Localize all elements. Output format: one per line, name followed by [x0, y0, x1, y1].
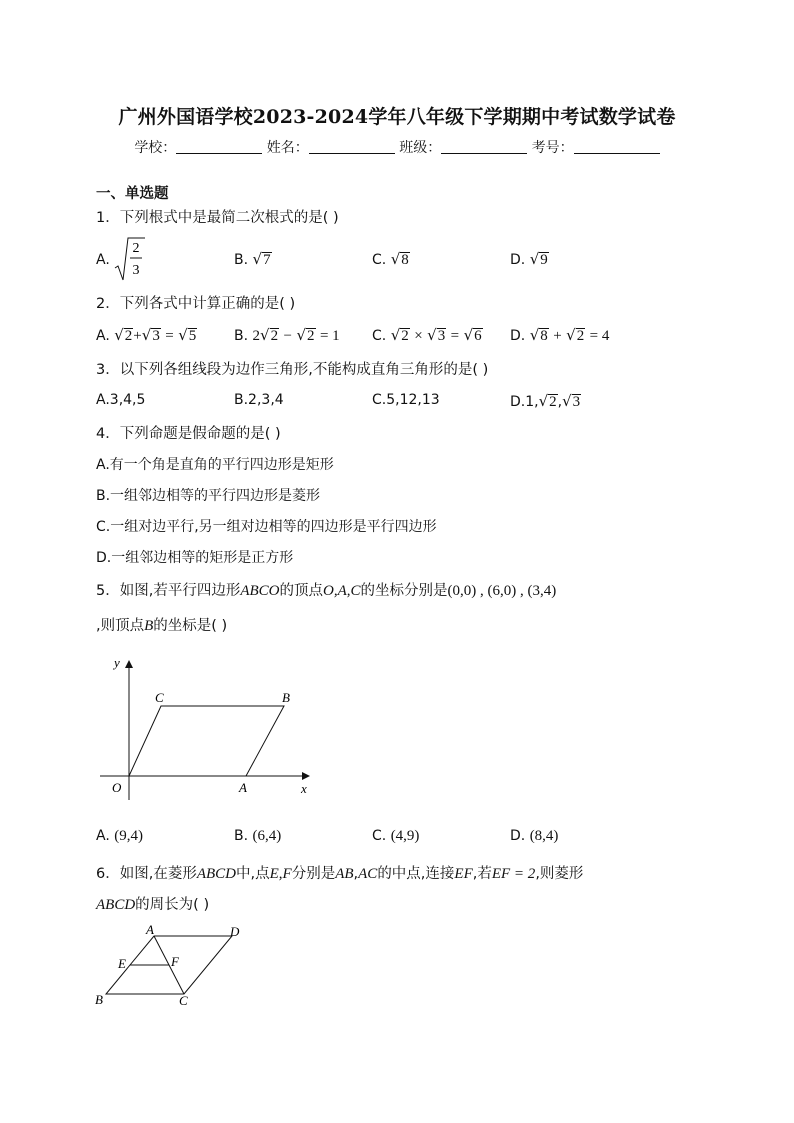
q6-ef-equation: EF = 2 [491, 866, 536, 882]
label-d: D [230, 924, 240, 939]
q2-option-d: D. √8 + √2 = 4 [510, 326, 610, 344]
q1-a-denominator: 3 [132, 263, 140, 278]
q6-stem-part2: 中,点 [236, 866, 270, 882]
q5-option-b [234, 828, 281, 845]
q1-option-d: D. √9 [510, 250, 548, 268]
q3-stem: 3．以下列各组线段为边作三角形,不能构成直角三角形的是( ) [96, 362, 489, 378]
q2-b-result: = 1 [319, 328, 340, 344]
q2-d-result: = 4 [589, 328, 610, 344]
point-a-label: A [239, 780, 247, 795]
y-axis-label: y [114, 655, 120, 670]
q2-b-r1: 2 [270, 328, 279, 344]
school-label: 学校： [134, 140, 177, 156]
q6-ef-points: E,F [269, 866, 292, 882]
q1-b-prefix: B. [234, 252, 249, 268]
q6-ac: AC [358, 866, 378, 882]
q6-stem-part3: 分别是 [291, 866, 336, 882]
point-b-label: B [282, 690, 290, 705]
q6-abcd-2: ABCD [96, 897, 136, 913]
q2-a-prefix: A. [96, 328, 110, 344]
q6-stem-part4: 的中点,连接 [377, 866, 455, 882]
q1-c-radicand: 8 [401, 252, 409, 268]
q6-ef-segment: EF [454, 866, 473, 882]
q6-abcd: ABCD [196, 866, 237, 882]
q5-stem-line1 [96, 579, 556, 600]
q2-stem: 2．下列各式中计算正确的是( ) [96, 296, 296, 312]
q6-stem-part6: ,则菱形 [535, 866, 584, 882]
q2-a-r3: 5 [188, 328, 197, 344]
q2-b-r2: 2 [307, 328, 315, 344]
q3-option-a: A.3,4,5 [96, 392, 146, 408]
q2-option-a: A. √2+√3 = √5 [96, 326, 197, 344]
q4-option-b: B.一组邻边相等的平行四边形是菱形 [96, 488, 321, 504]
q5-d-value: (8,4) [529, 828, 559, 844]
q2-d-r2: 2 [576, 328, 585, 344]
q5-b-point: B [144, 618, 154, 634]
q2-b-op: − [283, 328, 292, 344]
q2-c-r3: 6 [474, 328, 482, 344]
q2-c-r2: 3 [437, 328, 446, 344]
label-a: A [146, 922, 154, 937]
q5-stem-line2 [96, 614, 227, 635]
class-blank[interactable] [441, 139, 527, 154]
q3-d-r1: 2 [549, 394, 557, 410]
label-c: C [179, 993, 188, 1008]
q1-a-radical [114, 236, 146, 282]
q3-d-r2: 3 [572, 394, 581, 410]
q5-c-prefix: C. [372, 828, 387, 844]
q1-d-radicand: 9 [540, 252, 548, 268]
q5-a-prefix: A. [96, 828, 110, 844]
q2-option-c: C. √2 × √3 = √6 [372, 326, 482, 344]
q5-coords: (0,0) , (6,0) , (3,4) [447, 583, 557, 599]
parallelogram-abco [129, 706, 284, 776]
point-o-label: O [112, 780, 122, 795]
q6-sep: , [353, 866, 359, 882]
q5-stem-part4: ,则顶点 [96, 618, 145, 634]
q1-d-prefix: D. [510, 252, 526, 268]
q5-option-a [96, 828, 143, 845]
q2-c-op: × [414, 328, 423, 344]
q5-c-value: (4,9) [390, 828, 420, 844]
q2-b-coef: 2 [252, 328, 261, 344]
q1-option-a [96, 236, 140, 278]
q3-option-b: B.2,3,4 [234, 392, 284, 408]
q6-stem-part5: ,若 [472, 866, 492, 882]
q5-option-d [510, 828, 558, 845]
q1-a-numerator: 2 [132, 241, 140, 256]
q5-d-prefix: D. [510, 828, 526, 844]
q2-a-r2: 3 [152, 328, 160, 344]
q5-parallelogram-figure [96, 650, 326, 800]
q6-stem-part1: 6．如图,在菱形 [96, 866, 197, 882]
label-e: E [118, 956, 126, 971]
q3-d-prefix: D.1, [510, 394, 539, 410]
q2-b-prefix: B. [234, 328, 249, 344]
student-info-line [0, 137, 794, 157]
q3-option-d: D.1,√2,√3 [510, 392, 581, 410]
page-title: 广州外国语学校2023-2024学年八年级下学期期中考试数学试卷 [118, 106, 676, 128]
q2-a-r1: 2 [124, 328, 133, 344]
q1-option-b: B. √7 [234, 250, 271, 268]
point-c-label: C [155, 690, 164, 705]
q2-c-eq: = [450, 328, 460, 344]
q5-abco: ABCO [240, 583, 280, 599]
label-b: B [95, 992, 103, 1007]
q4-option-d: D.一组邻边相等的矩形是正方形 [96, 550, 294, 566]
q5-oac: O,A,C [323, 583, 361, 599]
q2-a-eq: = [165, 328, 174, 344]
q2-d-op: + [553, 328, 562, 344]
q6-rhombus-figure [92, 920, 252, 1012]
q6-stem-line2 [96, 893, 209, 914]
q2-option-b: B. 2√2 − √2 = 1 [234, 326, 340, 344]
q5-a-value: (9,4) [114, 828, 143, 844]
q5-stem-part5: 的坐标是( ) [153, 618, 228, 634]
school-blank[interactable] [176, 139, 262, 154]
number-blank[interactable] [574, 139, 660, 154]
q5-option-c [372, 828, 419, 845]
q4-option-c: C.一组对边平行,另一组对边相等的四边形是平行四边形 [96, 519, 437, 535]
q4-option-a: A.有一个角是直角的平行四边形是矩形 [96, 457, 334, 473]
q3-option-c: C.5,12,13 [372, 392, 440, 408]
class-label: 班级： [399, 140, 442, 156]
q2-d-prefix: D. [510, 328, 526, 344]
q2-c-prefix: C. [372, 328, 387, 344]
name-label: 姓名： [266, 140, 309, 156]
q4-stem: 4．下列命题是假命题的是( ) [96, 426, 281, 442]
number-label: 考号： [531, 140, 574, 156]
q2-d-r1: 8 [540, 328, 548, 344]
q1-option-c: C. √8 [372, 250, 409, 268]
section-heading: 一、单选题 [96, 186, 169, 202]
q6-stem-line1 [96, 862, 583, 883]
q1-b-radicand: 7 [263, 252, 271, 268]
x-axis-label: x [301, 781, 307, 796]
q1-a-prefix: A. [96, 252, 110, 268]
q5-stem-part2: 的顶点 [279, 583, 324, 599]
q6-ab: AB [335, 866, 354, 882]
q5-b-prefix: B. [234, 828, 249, 844]
name-blank[interactable] [309, 139, 395, 154]
q1-c-prefix: C. [372, 252, 387, 268]
label-f: F [171, 954, 179, 969]
q6-stem-part7: 的周长为( ) [135, 897, 210, 913]
q1-stem: 1．下列根式中是最简二次根式的是( ) [96, 210, 339, 226]
q2-c-r1: 2 [401, 328, 409, 344]
q2-a-op: + [133, 328, 142, 344]
q5-stem-part3: 的坐标分别是 [360, 583, 448, 599]
q5-b-value: (6,4) [252, 828, 282, 844]
q5-stem-part1: 5．如图,若平行四边形 [96, 583, 241, 599]
